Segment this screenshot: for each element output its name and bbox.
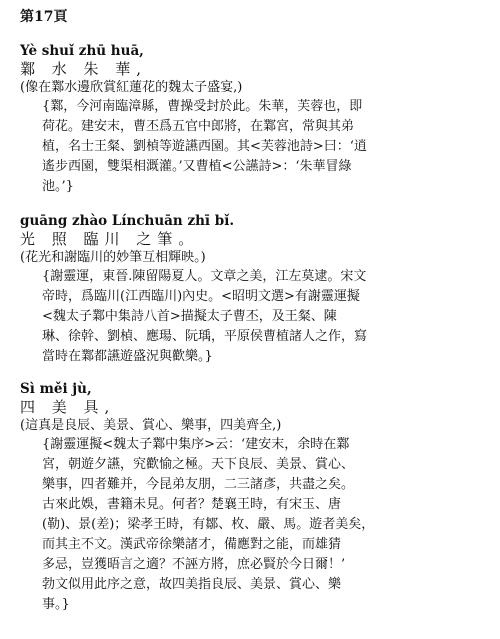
entry-3-hanzi: 四 美 具, [20,398,116,416]
entry-1-annotation [42,97,490,197]
entry-2-hanzi: 光 照 臨川 之筆。 [20,230,200,248]
annotation-line: {鄴，今河南臨漳縣，曹操受封於此。朱華，芙蓉也，即 [42,99,363,114]
annotation-line: 古來此娛，書籍未見。何者？楚襄王時，有宋玉、唐 [42,497,342,512]
annotation-line: 遙步西園，雙渠相溉灌。’又曹植<公讌詩>：‘朱華冒綠 [42,159,352,174]
annotation-line: {謝靈運擬<魏太子鄴中集序>云：‘建安末，余時在鄴 [42,437,350,452]
annotation-line: 池。’} [42,179,74,194]
annotation-line: 樂事，四者難并，今昆弟友朋，二三諸彥，共盡之矣。 [42,477,355,492]
annotation-line: 事。} [42,597,70,612]
annotation-line: 植，名士王粲、劉楨等遊讌西園。其<芙蓉池詩>曰：‘逍 [42,139,367,154]
annotation-line: 多忌，豈獲晤言之適？不誣方將，庶必賢於今日爾！’ [42,557,346,572]
entry-2-pinyin: guāng zhào Línchuān zhī bǐ. [20,213,235,229]
annotation-line: 宮，朝遊夕讌，究歡愉之極。天下良辰、美景、賞心、 [42,457,355,472]
annotation-line: 荷花。建安末，曹丕爲五官中郎將，在鄴宮，常與其弟 [42,119,355,134]
annotation-line: 而其主不文。漢武帝徐樂諸才，備應對之能，而雄猜 [42,537,342,552]
entry-2 [20,212,490,367]
annotation-line: (勒)、景(差)；梁孝王時，有鄒、枚、嚴、馬。遊者美矣， [42,517,375,532]
annotation-line: 當時在鄴都讌遊盛況與歡樂。} [42,349,213,364]
entry-1-translation: (像在鄴水邊欣賞紅蓮花的魏太子盛宴,) [20,80,243,95]
entry-3-translation: (這真是良辰、美景、賞心、樂事，四美齊全,) [20,418,282,433]
entry-3 [20,380,490,615]
annotation-line: 帝時，爲臨川(江西臨川)內史。<昭明文選>有謝靈運擬 [42,289,360,304]
entry-3-annotation [42,435,490,615]
page-number-label: 第17頁 [20,9,68,25]
entry-2-translation: (花光和謝臨川的妙筆互相輝映。) [20,250,206,265]
annotation-line: 琳、徐幹、劉楨、應瑒、阮瑀，平原侯曹植諸人之作，寫 [42,329,368,344]
annotation-line: <魏太子鄴中集詩八首>描擬太子曹丕，及王粲、陳 [42,309,337,324]
entry-1 [20,42,490,197]
entry-2-annotation [42,267,490,367]
entry-3-pinyin: Sì měi jù, [20,381,92,397]
annotation-line: 勃文似用此序之意，故四美指良辰、美景、賞心、樂 [42,577,342,592]
entry-1-hanzi: 鄴 水 朱 華, [20,60,148,78]
annotation-line: {謝靈運，東晉.陳留陽夏人。文章之美，江左莫逮。宋文 [42,269,367,284]
entry-1-pinyin: Yè shuǐ zhū huā, [20,43,144,59]
